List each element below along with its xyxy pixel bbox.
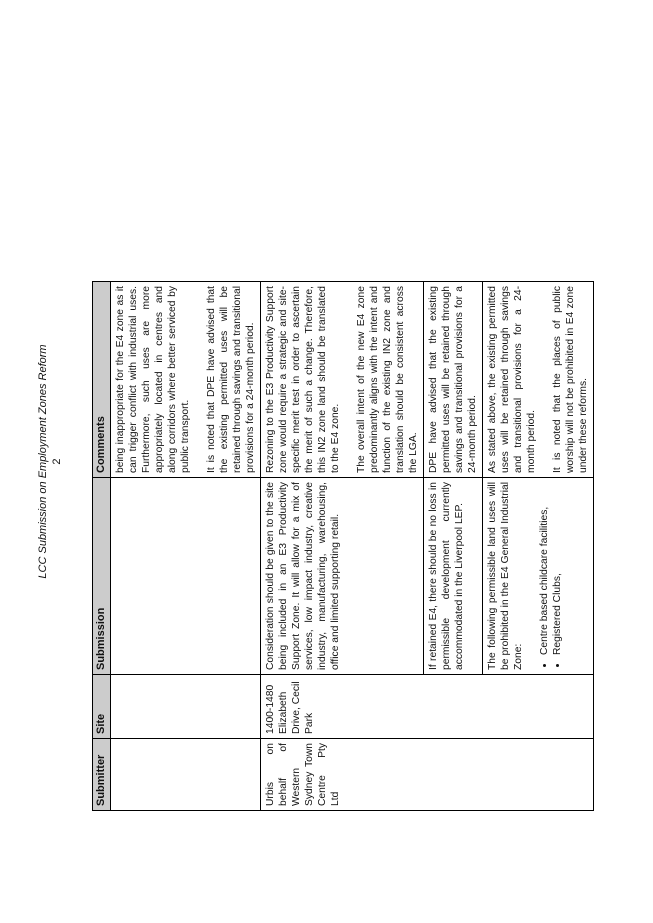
list-item: • Registered Clubs, [551,482,564,655]
comment-paragraph: DPE have advised that the existing permitted uses will be retained through savings and transitional provisions for a 24-month period. [428,286,478,473]
header-submission: Submission [93,478,111,675]
cell-submission [111,478,261,675]
cell-submission: Consideration should be given to the site being included in an E3 Productivity Support Zone. It will allow for a mix of services, low impact industry, creative industry, manufacturing, warehousing, office and limited supporting retail. [261,478,424,675]
cell-comments [424,282,483,478]
cell-comments [261,282,424,478]
cell-submission [483,478,594,675]
bullet-list [538,482,564,670]
cell-submitter [111,739,261,811]
table-row [261,282,424,811]
page-number: 2 [51,458,63,465]
comment-paragraph: The overall intent of the new E4 zone predominantly aligns with the intent and function of the existing IN2 zone and translation should be consistent across the LGA. [356,286,419,473]
submission-intro: The following permissible land uses will be prohibited in the E4 General Industrial Zone: [487,482,524,670]
cell-comments [111,282,261,478]
comment-paragraph: being inappropriate for the E4 zone as it can trigger conflict with industrial uses. Furthermore, such uses are more appropriately located in centres and along corridors where better serviced by public transport. [115,286,191,473]
comment-paragraph: It is noted that the places of public worship will not be prohibited in E4 zone under these reforms. [552,286,589,473]
comment-paragraph: It is noted that DPE have advised that the existing permitted uses will be retained through savings and transitional provisions for a 24-month period. [206,286,256,473]
list-item: • Centre based childcare facilities, [538,482,551,655]
page-header: LCC Submission on Employment Zones Reform [37,344,49,579]
header-submitter: Submitter [93,739,111,811]
comment-paragraph: As stated above, the existing permitted uses will be retained through savings and transitional provisions for a 24-month period. [487,286,537,473]
cell-comments [483,282,594,478]
submissions-table [92,281,594,811]
header-comments: Comments [93,282,111,478]
header-site: Site [93,675,111,739]
cell-submission: If retained E4, there should be no loss in permissible development currently accommodated in the Liverpool LEP. [424,478,483,675]
cell-site: 1400-1480 Elizabeth Drive, Cecil Park [261,675,594,739]
cell-submitter: Urbis on behalf of Western Sydney Town Centre Pty Ltd [261,739,594,811]
table-header-row [93,282,111,811]
comment-paragraph: Rezoning to the E3 Productivity Support zone would require a strategic and site-specific merit test in order to ascertain the merit of such a change. Therefore, this IN2 zone land should be translated to the E4 zone. [265,286,341,473]
cell-site [111,675,261,739]
table-row [111,282,261,811]
